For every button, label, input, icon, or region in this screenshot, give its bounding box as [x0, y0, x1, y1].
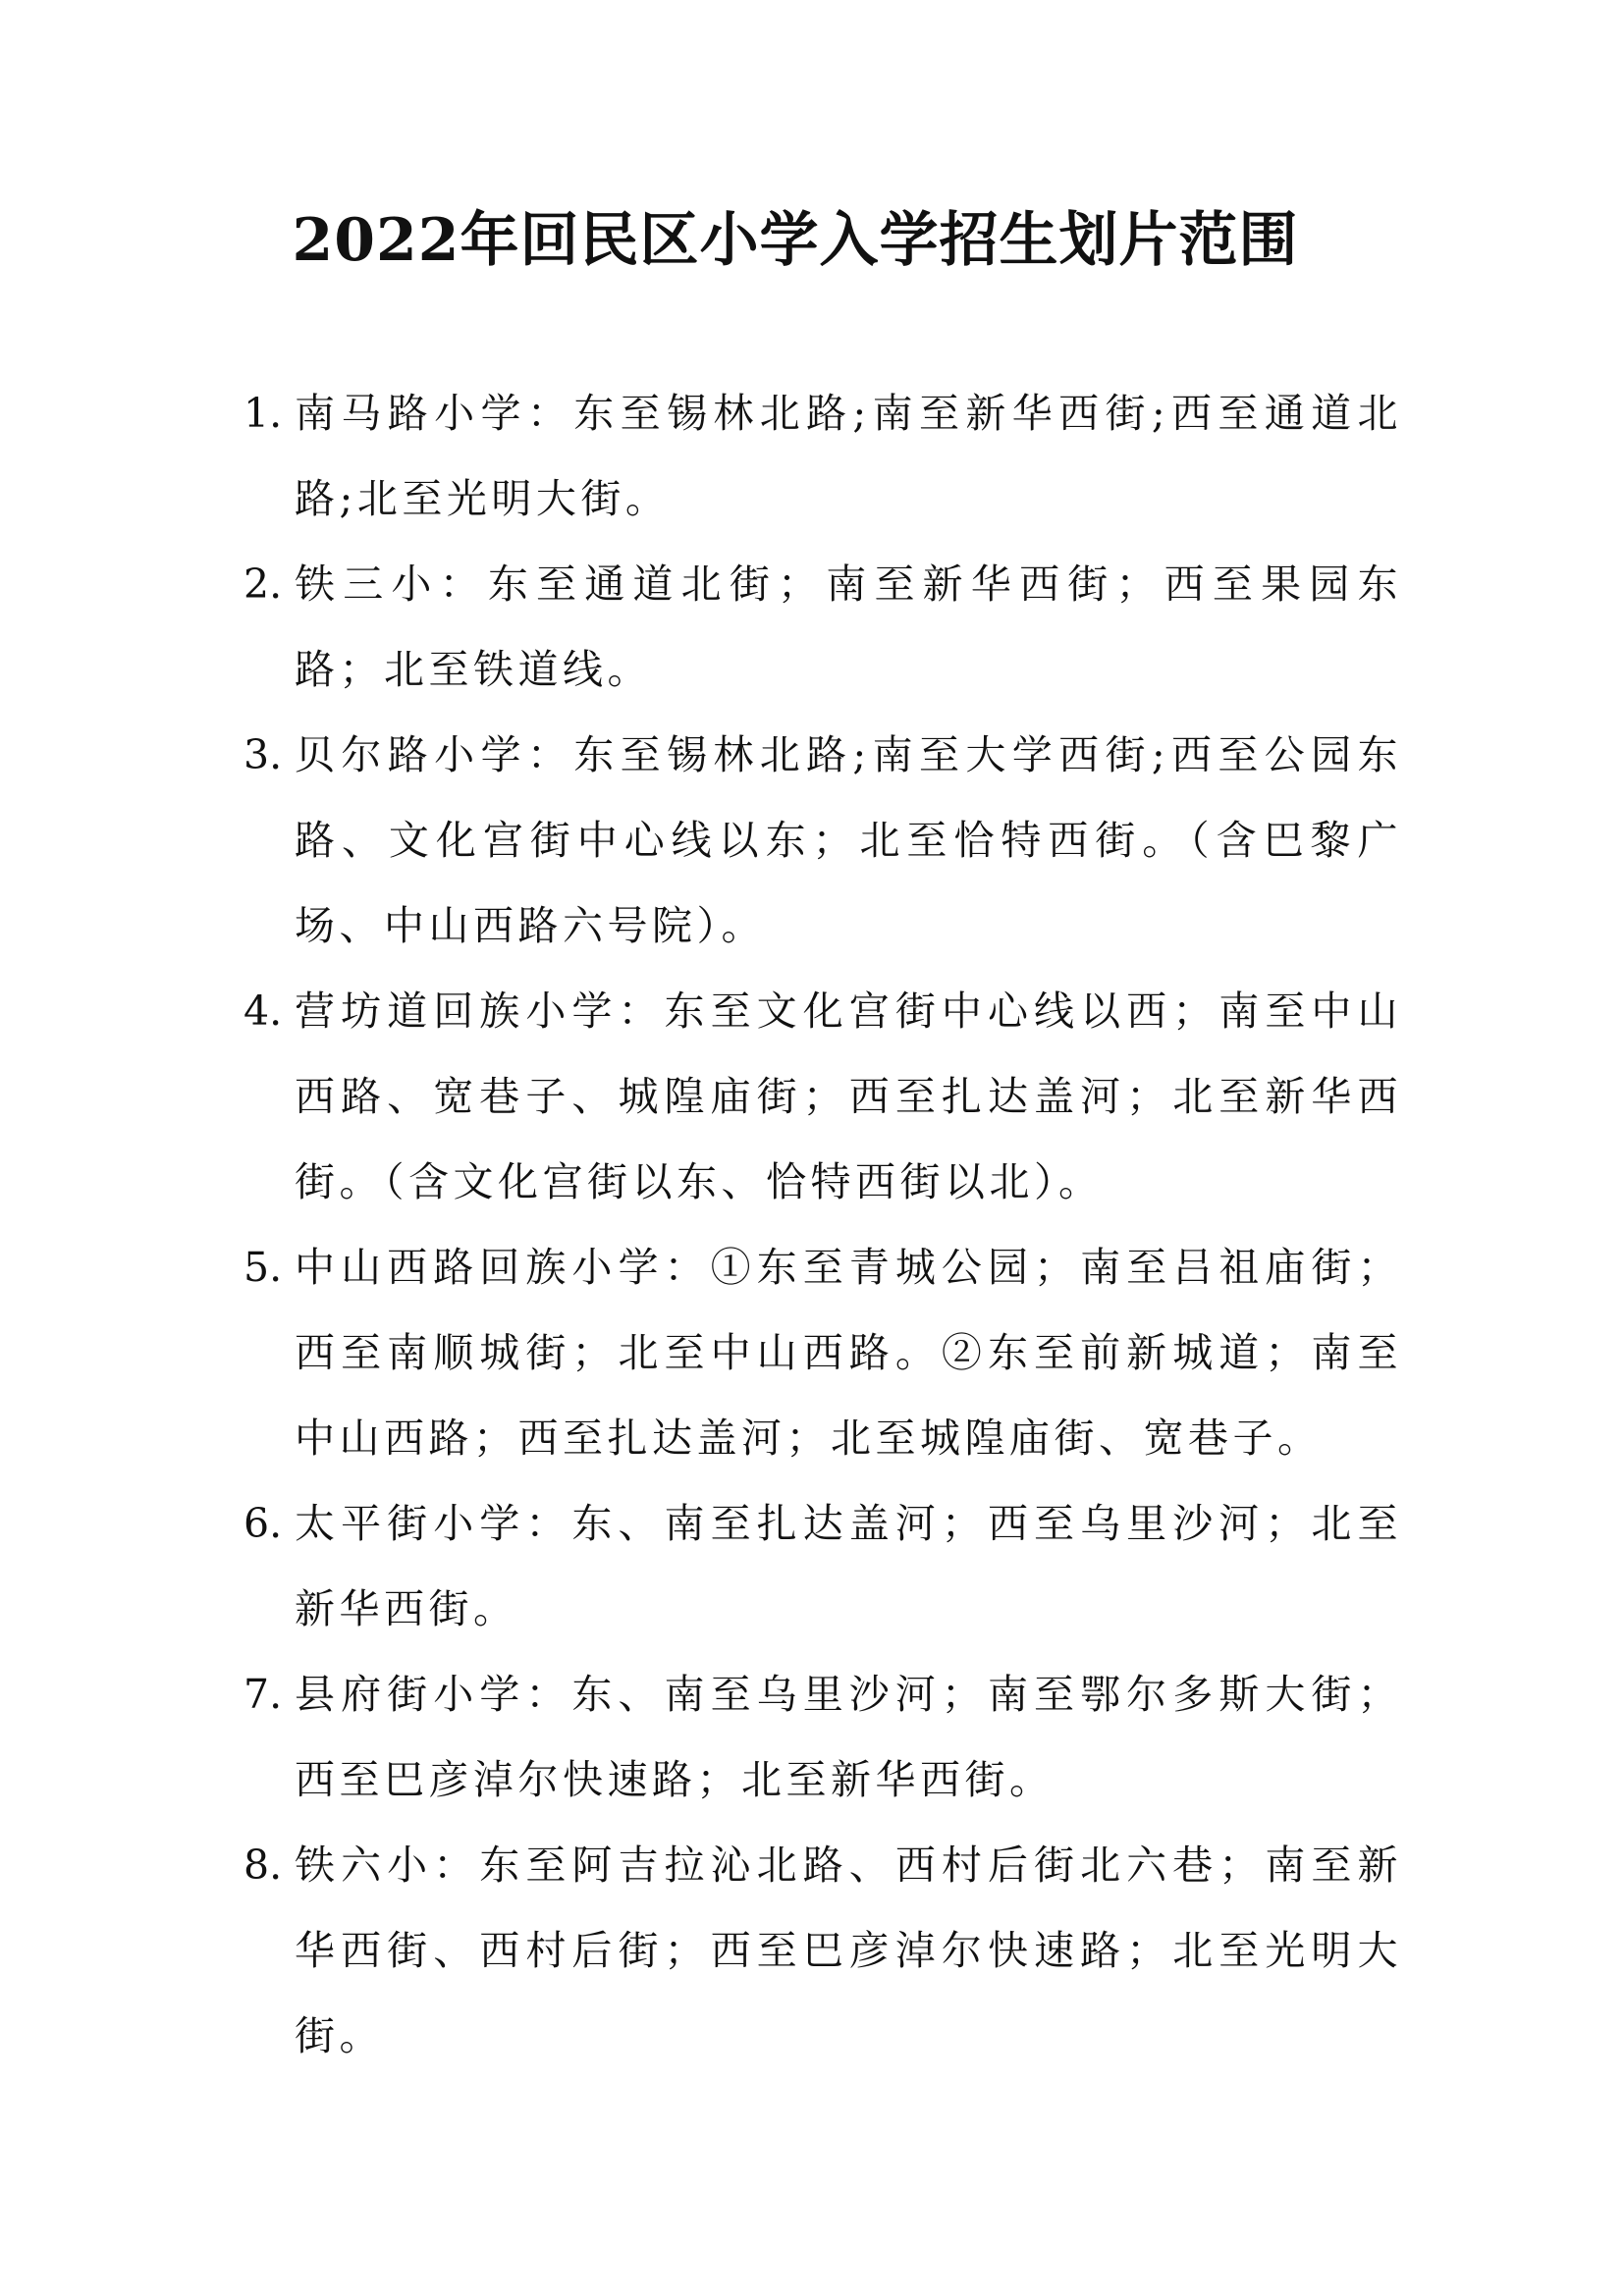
item-number: 6.	[244, 1500, 283, 1547]
list-item	[244, 1823, 1402, 2079]
item-text: 南马路小学：东至锡林北路;南至新华西街;西至通道北路;北至光明大街。	[295, 390, 1402, 522]
item-text: 太平街小学：东、南至扎达盖河；西至乌里沙河；北至新华西街。	[295, 1500, 1402, 1632]
list-item	[244, 1652, 1402, 1823]
list-item	[244, 1481, 1402, 1652]
item-text: 中山西路回族小学：①东至青城公园；南至吕祖庙街；西至南顺城街；北至中山西路。②东至前新城道；南至中山西路；西至扎达盖河；北至城隍庙街、宽巷子。	[295, 1244, 1402, 1462]
district-list	[244, 371, 1402, 2079]
item-number: 7.	[244, 1671, 283, 1718]
item-number: 8.	[244, 1842, 283, 1889]
page-title: 2022年回民区小学入学招生划片范围	[292, 206, 1299, 275]
item-text: 县府街小学：东、南至乌里沙河；南至鄂尔多斯大街；西至巴彦淖尔快速路；北至新华西街。	[295, 1671, 1402, 1803]
list-item	[244, 1225, 1402, 1481]
list-item	[244, 542, 1402, 713]
list-item	[244, 713, 1402, 969]
item-text: 铁三小：东至通道北街；南至新华西街；西至果园东路；北至铁道线。	[295, 561, 1402, 693]
item-text: 营坊道回族小学：东至文化宫街中心线以西；南至中山西路、宽巷子、城隍庙街；西至扎达盖河；北至新华西街。（含文化宫街以东、恰特西街以北）。	[295, 988, 1402, 1205]
item-number: 2.	[244, 561, 283, 608]
item-text: 铁六小：东至阿吉拉沁北路、西村后街北六巷；南至新华西街、西村后街；西至巴彦淖尔快速路；北至光明大街。	[295, 1842, 1402, 2059]
list-item	[244, 969, 1402, 1225]
item-number: 1.	[244, 390, 283, 437]
item-text: 贝尔路小学：东至锡林北路;南至大学西街;西至公园东路、文化宫街中心线以东；北至恰特西街。（含巴黎广场、中山西路六号院）。	[295, 731, 1402, 949]
list-item	[244, 371, 1402, 542]
item-number: 4.	[244, 988, 283, 1035]
item-number: 3.	[244, 731, 283, 778]
item-number: 5.	[244, 1244, 283, 1291]
